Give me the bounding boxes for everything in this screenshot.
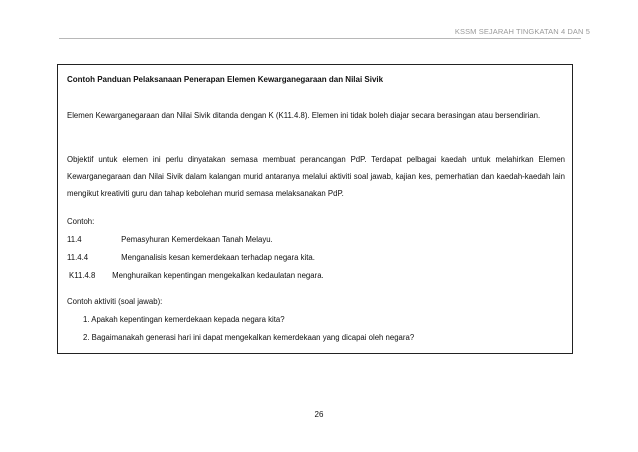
activity-label: Contoh aktiviti (soal jawab): [67, 297, 163, 306]
standard-text: Menghuraikan kepentingan mengekalkan kedaulatan negara. [112, 271, 324, 280]
standard-code: K11.4.8 [69, 271, 96, 280]
page-number: 26 [314, 410, 324, 419]
paragraph-objektif: Objektif untuk elemen ini perlu dinyatakan semasa membuat perancangan PdP. Terdapat pelbagai kaedah untuk melahirkan Elemen Kewarganegaraan dan Nilai Sivik dalam kalangan murid antaranya melalui aktiviti soal jawab, kajian kes, pemerhatian dan kaedah-kaedah lain mengikut kreativiti guru dan tahap kebolehan murid semasa melaksanakan PdP. [67, 155, 565, 198]
question-item: 1. Apakah kepentingan kemerdekaan kepada negara kita? [83, 315, 285, 324]
standard-code: 11.4 [67, 235, 82, 244]
box-title: Contoh Panduan Pelaksanaan Penerapan Elemen Kewarganegaraan dan Nilai Sivik [67, 75, 384, 84]
header-rule [59, 38, 581, 39]
standard-row [69, 271, 324, 280]
question-item: 2. Bagaimanakah generasi hari ini dapat mengekalkan kemerdekaan yang dicapai oleh negara? [83, 333, 415, 342]
standard-code: 11.4.4 [67, 253, 89, 262]
standard-text: Menganalisis kesan kemerdekaan terhadap negara kita. [121, 253, 315, 262]
standard-row [67, 253, 315, 262]
paragraph-elemen: Elemen Kewarganegaraan dan Nilai Sivik ditanda dengan K (K11.4.8). Elemen ini tidak boleh diajar secara berasingan atau bersendirian. [67, 111, 541, 120]
guidance-box [57, 64, 573, 354]
standard-text: Pemasyhuran Kemerdekaan Tanah Melayu. [121, 235, 273, 244]
header-running-title: KSSM SEJARAH TINGKATAN 4 DAN 5 [454, 27, 590, 36]
standard-row [67, 235, 273, 244]
example-label: Contoh: [67, 217, 95, 226]
